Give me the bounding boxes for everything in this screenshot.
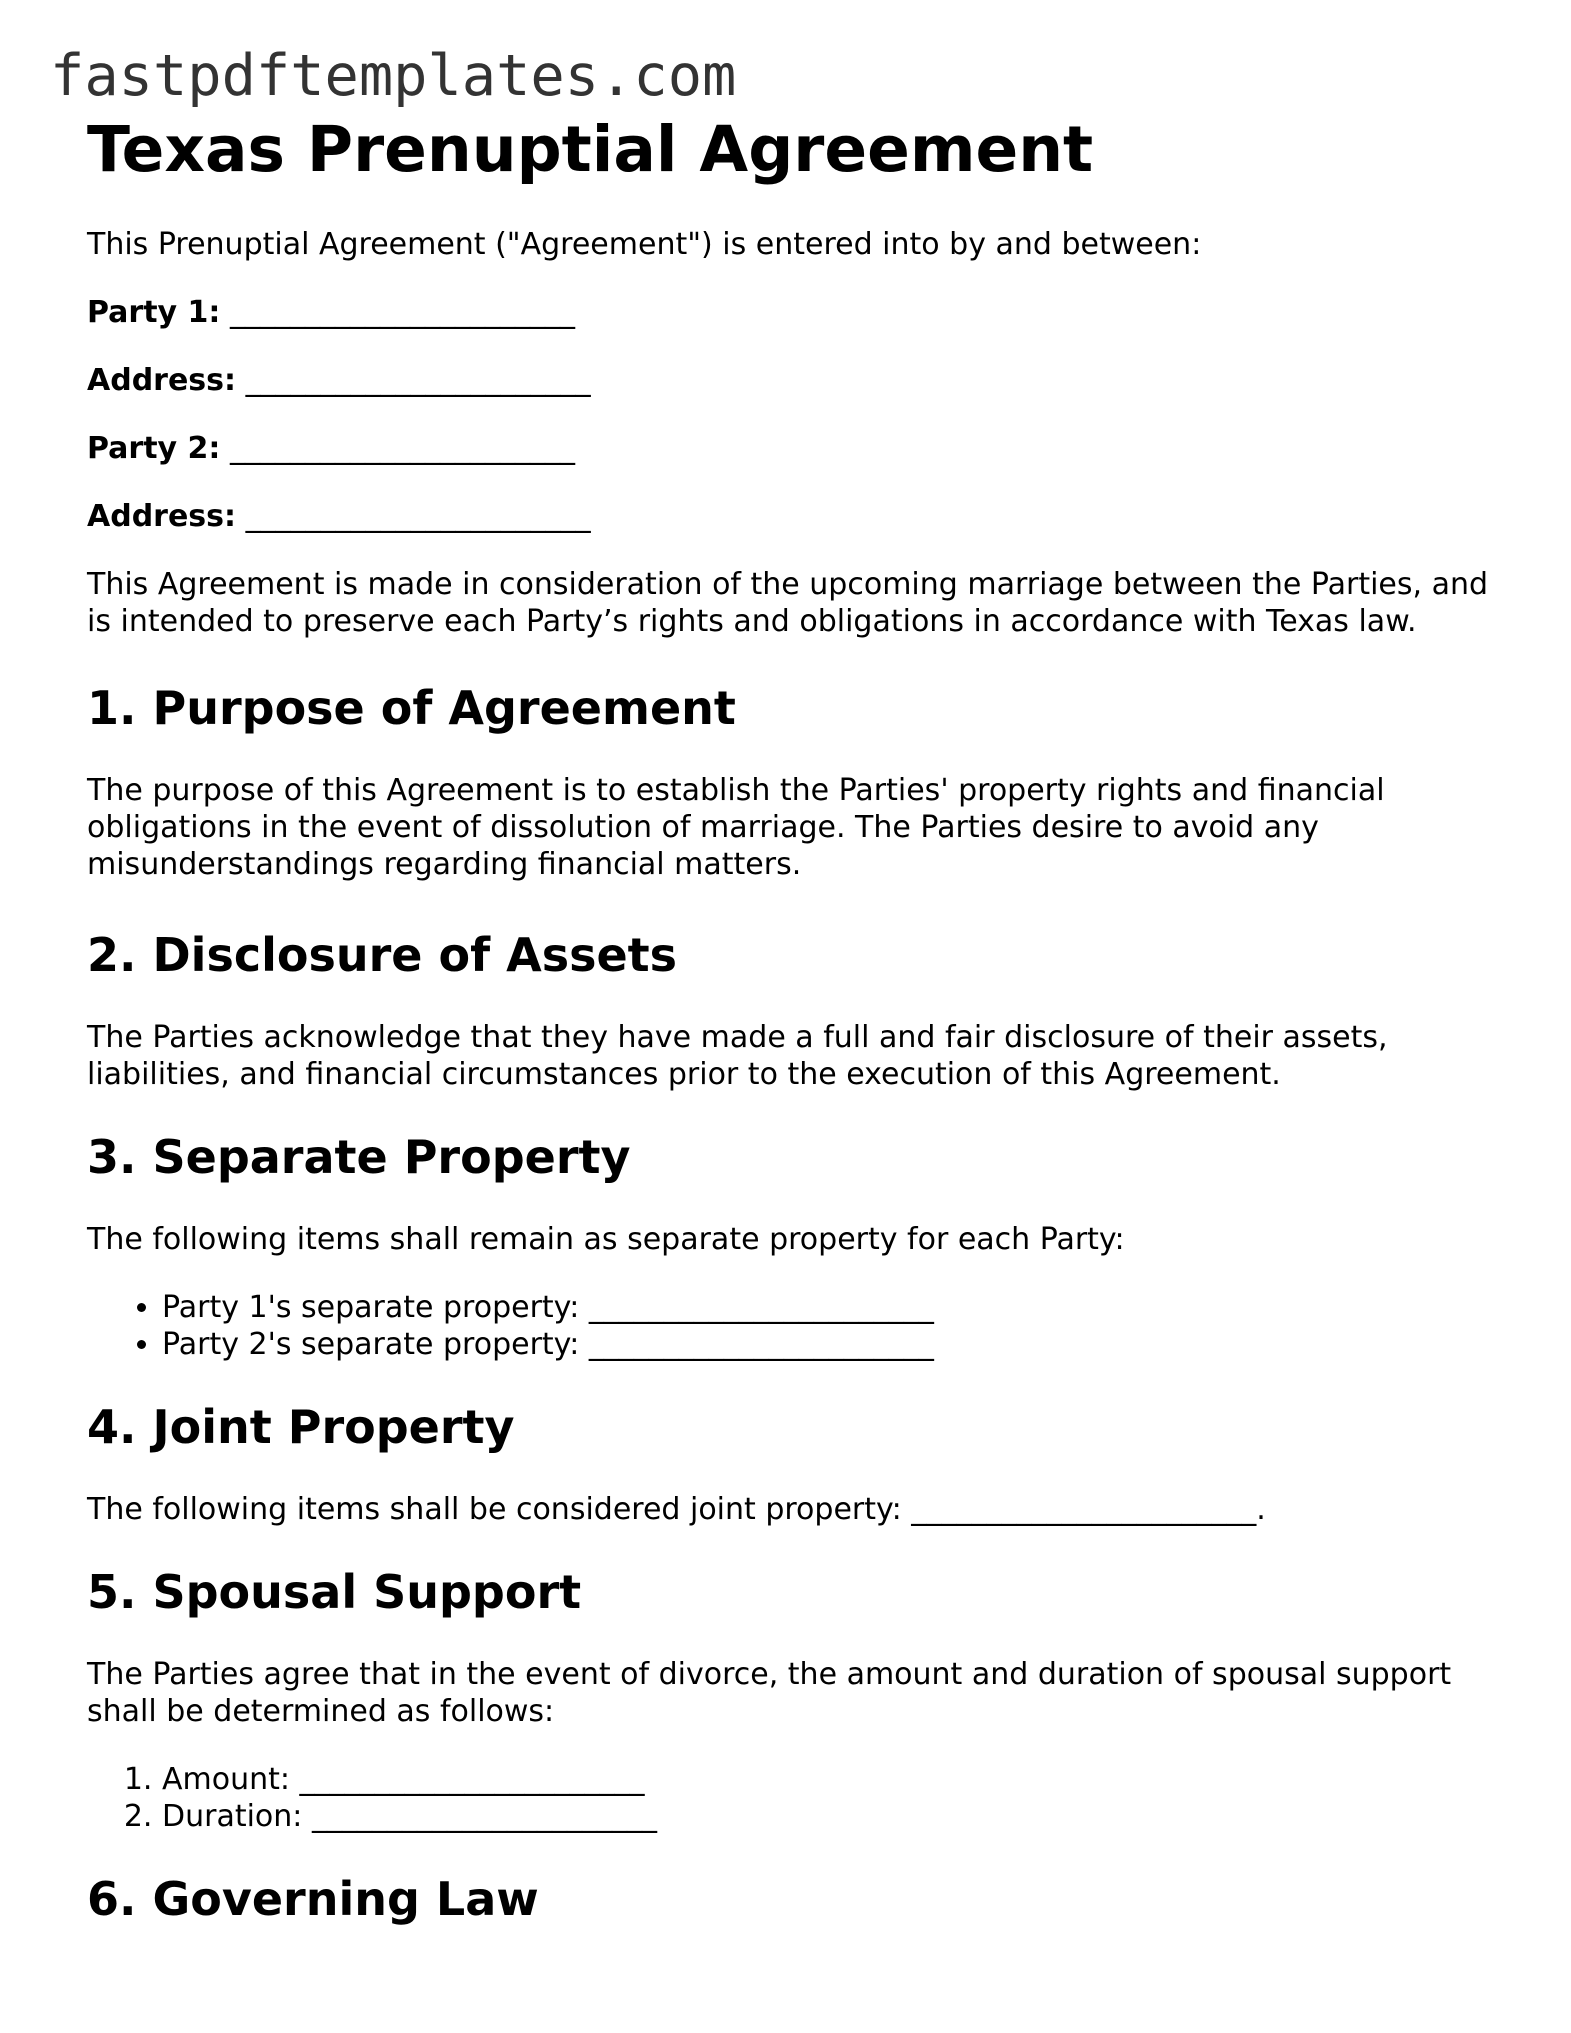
party2-label: Party 2: — [87, 431, 221, 466]
party2-address-blank: _______________________ — [245, 499, 591, 534]
section-text-spousal-support: The Parties agree that in the event of divorce, the amount and duration of spousal support shall be determined as follows: — [87, 1657, 1452, 1729]
party1-label: Party 1: — [87, 295, 221, 330]
consideration-paragraph: This Agreement is made in consideration of the upcoming marriage between the Parties, and is intended to preserve each Party’s rights and obligations in accordance with Texas law. — [87, 567, 1489, 639]
party1-address-label: Address: — [87, 363, 237, 398]
section-heading-joint-property: 4. Joint Property — [87, 1400, 515, 1454]
party1-address-blank: _______________________ — [245, 363, 591, 398]
party1-field — [87, 294, 1507, 331]
section-text-disclosure: The Parties acknowledge that they have made a full and fair disclosure of their assets, liabilities, and financial circumstances prior to the execution of this Agreement. — [87, 1020, 1388, 1092]
separate-property-list — [87, 1289, 1507, 1363]
watermark: fastpdftemplates.com — [50, 43, 737, 109]
party2-address-label: Address: — [87, 499, 237, 534]
spousal-support-list — [87, 1761, 1507, 1835]
list-item: 1. Amount: _______________________ — [162, 1761, 1507, 1798]
party2-blank: _______________________ — [229, 431, 575, 466]
document-page — [87, 110, 1507, 1927]
section-text-joint-property: The following items shall be considered joint property: _______________________. — [87, 1492, 1266, 1527]
party1-blank: _______________________ — [229, 295, 575, 330]
party2-field — [87, 430, 1507, 467]
section-heading-governing-law: 6. Governing Law — [87, 1872, 539, 1926]
list-item: 2. Duration: _______________________ — [162, 1798, 1507, 1835]
section-text-purpose: The purpose of this Agreement is to establish the Parties' property rights and financial obligations in the event of dissolution of marriage. The Parties desire to avoid any misunderstandings regarding financial matters. — [87, 773, 1385, 882]
section-heading-spousal-support: 5. Spousal Support — [87, 1565, 582, 1619]
section-heading-purpose: 1. Purpose of Agreement — [87, 681, 736, 735]
party1-address-field — [87, 362, 1507, 399]
section-text-separate-property: The following items shall remain as separate property for each Party: — [87, 1222, 1125, 1257]
party2-address-field — [87, 498, 1507, 535]
section-heading-separate-property: 3. Separate Property — [87, 1130, 631, 1184]
section-heading-disclosure: 2. Disclosure of Assets — [87, 928, 678, 982]
document-title: Texas Prenuptial Agreement — [87, 113, 1094, 186]
list-item: • Party 1's separate property: _______________________ — [162, 1289, 1507, 1326]
intro-paragraph: This Prenuptial Agreement ("Agreement") is entered into by and between: — [87, 227, 1202, 262]
list-item: • Party 2's separate property: _______________________ — [162, 1326, 1507, 1363]
